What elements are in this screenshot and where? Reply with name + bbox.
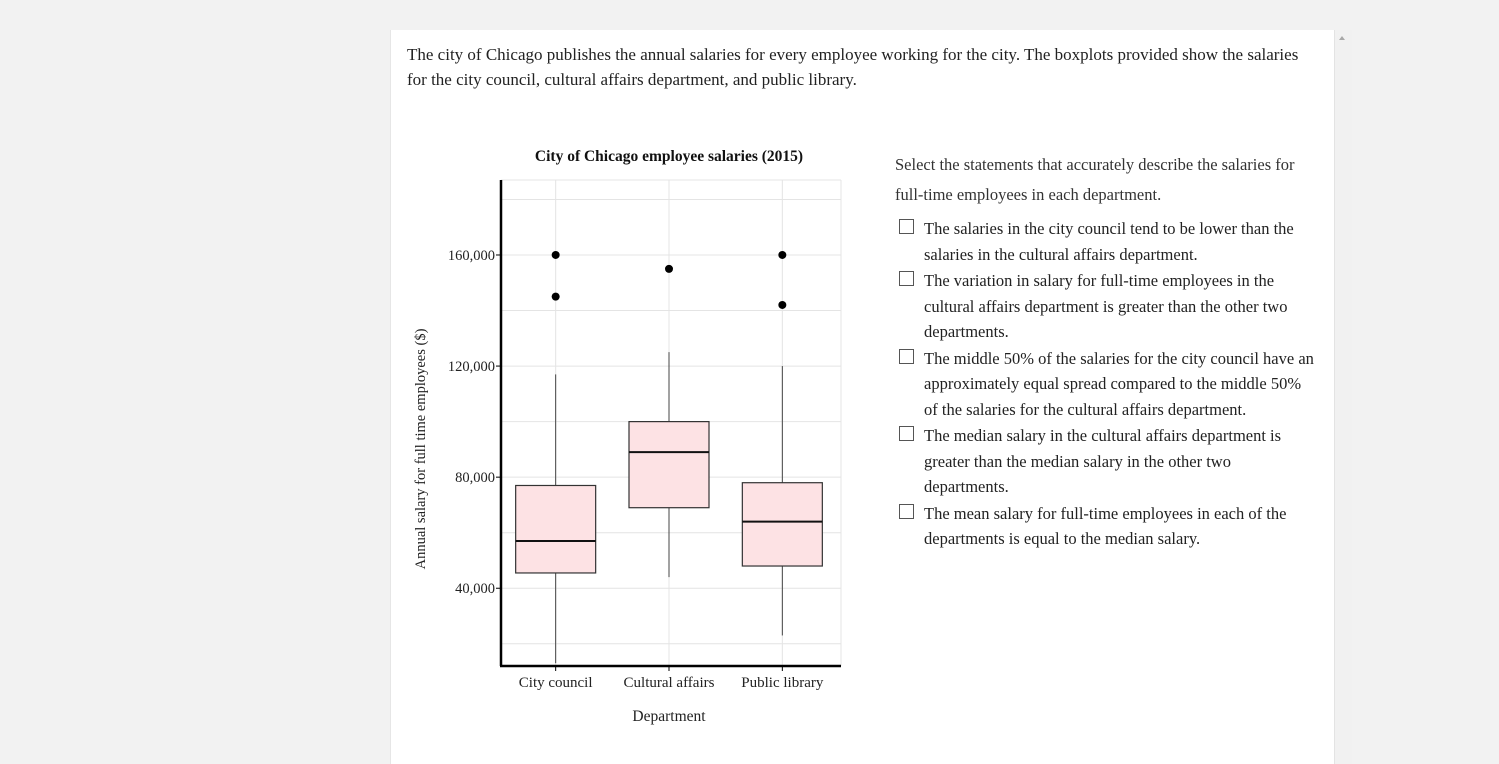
- box-iqr: [742, 483, 822, 566]
- checkbox-option-5[interactable]: [899, 504, 914, 519]
- scroll-up-arrow-icon[interactable]: [1339, 36, 1345, 40]
- outlier-point: [665, 265, 673, 273]
- checkbox-option-2[interactable]: [899, 271, 914, 286]
- question-prompt: Select the statements that accurately describe the salaries for full-time employees in each department.: [895, 155, 1295, 204]
- question-card: [390, 30, 1335, 764]
- boxplot-chart: [391, 30, 891, 764]
- intro-text: The city of Chicago publishes the annual salaries for every employee working for the city. The boxplots provided show the salaries for the city council, cultural affairs department, and public library.: [407, 45, 1299, 89]
- x-tick-label: Public library: [741, 675, 824, 691]
- option-3[interactable]: [895, 346, 1315, 423]
- checkbox-option-4[interactable]: [899, 426, 914, 441]
- y-tick-label: 40,000: [455, 581, 495, 598]
- box-iqr: [516, 485, 596, 572]
- option-1[interactable]: [895, 216, 1315, 267]
- question-panel: [895, 150, 1315, 553]
- option-4-text: The median salary in the cultural affairs department is greater than the median salary in the other two departments.: [924, 426, 1282, 496]
- outlier-point: [778, 301, 786, 309]
- checkbox-option-3[interactable]: [899, 349, 914, 364]
- option-2[interactable]: [895, 268, 1315, 345]
- box-iqr: [629, 422, 709, 508]
- x-tick-label: Cultural affairs: [623, 675, 715, 691]
- vertical-scrollbar[interactable]: [1334, 30, 1352, 764]
- option-4[interactable]: [895, 423, 1315, 500]
- y-axis-label: Annual salary for full time employees ($): [413, 328, 429, 570]
- checkbox-option-1[interactable]: [899, 219, 914, 234]
- option-1-text: The salaries in the city council tend to be lower than the salaries in the cultural affairs department.: [924, 219, 1294, 264]
- outlier-point: [552, 251, 560, 259]
- chart-title: City of Chicago employee salaries (2015): [534, 148, 804, 165]
- outlier-point: [552, 293, 560, 301]
- y-tick-label: 80,000: [455, 470, 495, 487]
- outlier-point: [778, 251, 786, 259]
- y-tick-label: 120,000: [447, 359, 495, 376]
- x-axis-label: Department: [632, 708, 706, 725]
- x-tick-label: City council: [518, 675, 593, 691]
- option-5-text: The mean salary for full-time employees in each of the departments is equal to the median salary.: [924, 503, 1287, 548]
- option-2-text: The variation in salary for full-time employees in the cultural affairs department is greater than the other two departments.: [924, 271, 1288, 341]
- option-3-text: The middle 50% of the salaries for the city council have an approximately equal spread compared to the middle 50% of the salaries for the cultural affairs department.: [924, 348, 1314, 419]
- y-tick-label: 160,000: [447, 247, 495, 264]
- option-5[interactable]: [895, 501, 1315, 552]
